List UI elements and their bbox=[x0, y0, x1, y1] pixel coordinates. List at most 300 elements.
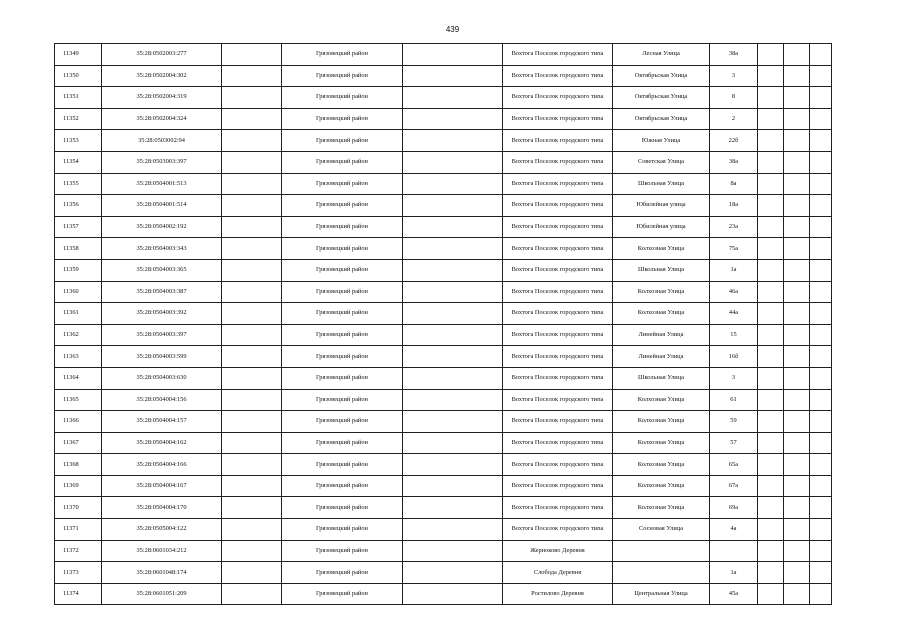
settlement-cell: Вохтога Поселок городского типа bbox=[503, 259, 613, 281]
district-cell: Грязовецкий район bbox=[282, 44, 403, 66]
settlement-cell: Вохтога Поселок городского типа bbox=[503, 324, 613, 346]
cadastral-number-cell: 35:28:0504001:514 bbox=[102, 195, 222, 217]
district-cell: Грязовецкий район bbox=[282, 475, 403, 497]
street-cell bbox=[613, 540, 710, 562]
empty-cell bbox=[758, 44, 784, 66]
empty-cell bbox=[758, 454, 784, 476]
table-row bbox=[55, 65, 832, 87]
settlement-cell: Вохтога Поселок городского типа bbox=[503, 87, 613, 109]
empty-cell bbox=[810, 324, 832, 346]
table-row bbox=[55, 303, 832, 325]
cadastral-number-cell: 35:28:0504004:166 bbox=[102, 454, 222, 476]
district-cell: Грязовецкий район bbox=[282, 411, 403, 433]
empty-cell bbox=[784, 432, 810, 454]
empty-cell bbox=[403, 87, 503, 109]
row-number-cell: 11353 bbox=[55, 130, 102, 152]
empty-cell bbox=[784, 475, 810, 497]
empty-cell bbox=[758, 195, 784, 217]
empty-cell bbox=[403, 281, 503, 303]
empty-cell bbox=[758, 497, 784, 519]
district-cell: Грязовецкий район bbox=[282, 259, 403, 281]
empty-cell bbox=[784, 151, 810, 173]
empty-cell bbox=[403, 259, 503, 281]
empty-cell bbox=[222, 519, 282, 541]
empty-cell bbox=[810, 367, 832, 389]
house-number-cell: 1а bbox=[710, 562, 758, 584]
settlement-cell: Слобода Деревня bbox=[503, 562, 613, 584]
empty-cell bbox=[222, 411, 282, 433]
street-cell: Октябрьская Улица bbox=[613, 108, 710, 130]
empty-cell bbox=[222, 389, 282, 411]
street-cell: Сосновая Улица bbox=[613, 519, 710, 541]
street-cell: Колхозная Улица bbox=[613, 281, 710, 303]
district-cell: Грязовецкий район bbox=[282, 238, 403, 260]
empty-cell bbox=[810, 389, 832, 411]
table-row bbox=[55, 259, 832, 281]
cadastral-number-cell: 35:28:0504003:599 bbox=[102, 346, 222, 368]
empty-cell bbox=[222, 367, 282, 389]
empty-cell bbox=[758, 108, 784, 130]
table-row bbox=[55, 108, 832, 130]
settlement-cell: Ростилово Деревня bbox=[503, 583, 613, 605]
street-cell: Колхозная Улица bbox=[613, 432, 710, 454]
settlement-cell: Вохтога Поселок городского типа bbox=[503, 432, 613, 454]
cadastral-number-cell: 35:28:0504003:630 bbox=[102, 367, 222, 389]
house-number-cell: 15 bbox=[710, 324, 758, 346]
settlement-cell: Вохтога Поселок городского типа bbox=[503, 216, 613, 238]
empty-cell bbox=[403, 519, 503, 541]
district-cell: Грязовецкий район bbox=[282, 108, 403, 130]
cadastral-number-cell: 35:28:0503003:397 bbox=[102, 151, 222, 173]
house-number-cell: 3 bbox=[710, 65, 758, 87]
empty-cell bbox=[758, 87, 784, 109]
empty-cell bbox=[784, 65, 810, 87]
row-number-cell: 11358 bbox=[55, 238, 102, 260]
table-row bbox=[55, 454, 832, 476]
cadastral-number-cell: 35:28:0504004:167 bbox=[102, 475, 222, 497]
empty-cell bbox=[758, 238, 784, 260]
row-number-cell: 11370 bbox=[55, 497, 102, 519]
empty-cell bbox=[222, 583, 282, 605]
street-cell: Советская Улица bbox=[613, 151, 710, 173]
table-row bbox=[55, 281, 832, 303]
row-number-cell: 11356 bbox=[55, 195, 102, 217]
row-number-cell: 11374 bbox=[55, 583, 102, 605]
empty-cell bbox=[758, 583, 784, 605]
cadastral-number-cell: 35:28:0504004:157 bbox=[102, 411, 222, 433]
registry-body bbox=[55, 44, 832, 605]
empty-cell bbox=[758, 346, 784, 368]
settlement-cell: Вохтога Поселок городского типа bbox=[503, 389, 613, 411]
table-row bbox=[55, 583, 832, 605]
cadastral-number-cell: 35:28:0504003:387 bbox=[102, 281, 222, 303]
empty-cell bbox=[403, 151, 503, 173]
district-cell: Грязовецкий район bbox=[282, 87, 403, 109]
district-cell: Грязовецкий район bbox=[282, 432, 403, 454]
empty-cell bbox=[403, 195, 503, 217]
empty-cell bbox=[758, 130, 784, 152]
empty-cell bbox=[403, 389, 503, 411]
table-row bbox=[55, 238, 832, 260]
empty-cell bbox=[810, 108, 832, 130]
empty-cell bbox=[784, 583, 810, 605]
street-cell: Колхозная Улица bbox=[613, 454, 710, 476]
empty-cell bbox=[403, 367, 503, 389]
empty-cell bbox=[784, 108, 810, 130]
empty-cell bbox=[810, 281, 832, 303]
cadastral-number-cell: 35:28:0504003:343 bbox=[102, 238, 222, 260]
house-number-cell: 3 bbox=[710, 367, 758, 389]
street-cell: Колхозная Улица bbox=[613, 497, 710, 519]
empty-cell bbox=[784, 173, 810, 195]
empty-cell bbox=[810, 519, 832, 541]
empty-cell bbox=[810, 497, 832, 519]
house-number-cell: 18а bbox=[710, 195, 758, 217]
empty-cell bbox=[222, 108, 282, 130]
street-cell: Юбилейная улица bbox=[613, 195, 710, 217]
row-number-cell: 11373 bbox=[55, 562, 102, 584]
cadastral-number-cell: 35:28:0504003:392 bbox=[102, 303, 222, 325]
empty-cell bbox=[810, 173, 832, 195]
empty-cell bbox=[758, 303, 784, 325]
empty-cell bbox=[222, 65, 282, 87]
cadastral-number-cell: 35:28:0502004:302 bbox=[102, 65, 222, 87]
district-cell: Грязовецкий район bbox=[282, 65, 403, 87]
empty-cell bbox=[758, 389, 784, 411]
settlement-cell: Вохтога Поселок городского типа bbox=[503, 195, 613, 217]
row-number-cell: 11352 bbox=[55, 108, 102, 130]
empty-cell bbox=[222, 324, 282, 346]
empty-cell bbox=[810, 238, 832, 260]
empty-cell bbox=[222, 195, 282, 217]
cadastral-number-cell: 35:28:0503002:94 bbox=[102, 130, 222, 152]
registry-table bbox=[54, 43, 832, 605]
cadastral-number-cell: 35:28:0504001:513 bbox=[102, 173, 222, 195]
table-row bbox=[55, 411, 832, 433]
cadastral-number-cell: 35:28:0504003:397 bbox=[102, 324, 222, 346]
empty-cell bbox=[758, 432, 784, 454]
empty-cell bbox=[403, 44, 503, 66]
empty-cell bbox=[758, 324, 784, 346]
empty-cell bbox=[222, 281, 282, 303]
cadastral-number-cell: 35:28:0504003:365 bbox=[102, 259, 222, 281]
empty-cell bbox=[758, 173, 784, 195]
cadastral-number-cell: 35:28:0601034:212 bbox=[102, 540, 222, 562]
house-number-cell: 57 bbox=[710, 432, 758, 454]
cadastral-number-cell: 35:28:0505004:122 bbox=[102, 519, 222, 541]
table-row bbox=[55, 562, 832, 584]
house-number-cell: 38а bbox=[710, 151, 758, 173]
settlement-cell: Вохтога Поселок городского типа bbox=[503, 475, 613, 497]
house-number-cell: 59 bbox=[710, 411, 758, 433]
empty-cell bbox=[403, 497, 503, 519]
settlement-cell: Вохтога Поселок городского типа bbox=[503, 411, 613, 433]
empty-cell bbox=[784, 281, 810, 303]
empty-cell bbox=[222, 562, 282, 584]
cadastral-number-cell: 35:28:0601048:174 bbox=[102, 562, 222, 584]
empty-cell bbox=[784, 303, 810, 325]
cadastral-number-cell: 35:28:0502004:324 bbox=[102, 108, 222, 130]
empty-cell bbox=[784, 259, 810, 281]
empty-cell bbox=[222, 130, 282, 152]
cadastral-number-cell: 35:28:0502003:277 bbox=[102, 44, 222, 66]
table-row bbox=[55, 173, 832, 195]
empty-cell bbox=[810, 540, 832, 562]
empty-cell bbox=[758, 65, 784, 87]
settlement-cell: Вохтога Поселок городского типа bbox=[503, 367, 613, 389]
cadastral-number-cell: 35:28:0504002:192 bbox=[102, 216, 222, 238]
district-cell: Грязовецкий район bbox=[282, 389, 403, 411]
empty-cell bbox=[810, 346, 832, 368]
empty-cell bbox=[758, 562, 784, 584]
street-cell: Колхозная Улица bbox=[613, 238, 710, 260]
empty-cell bbox=[222, 173, 282, 195]
settlement-cell: Вохтога Поселок городского типа bbox=[503, 130, 613, 152]
street-cell: Школьная Улица bbox=[613, 259, 710, 281]
empty-cell bbox=[403, 583, 503, 605]
empty-cell bbox=[758, 411, 784, 433]
district-cell: Грязовецкий район bbox=[282, 281, 403, 303]
empty-cell bbox=[758, 540, 784, 562]
empty-cell bbox=[810, 44, 832, 66]
empty-cell bbox=[810, 259, 832, 281]
cadastral-number-cell: 35:28:0504004:170 bbox=[102, 497, 222, 519]
house-number-cell: 45а bbox=[710, 583, 758, 605]
empty-cell bbox=[758, 519, 784, 541]
house-number-cell: 8а bbox=[710, 173, 758, 195]
cadastral-number-cell: 35:28:0504004:162 bbox=[102, 432, 222, 454]
district-cell: Грязовецкий район bbox=[282, 173, 403, 195]
table-row bbox=[55, 432, 832, 454]
settlement-cell: Вохтога Поселок городского типа bbox=[503, 281, 613, 303]
district-cell: Грязовецкий район bbox=[282, 583, 403, 605]
empty-cell bbox=[810, 151, 832, 173]
empty-cell bbox=[403, 475, 503, 497]
row-number-cell: 11367 bbox=[55, 432, 102, 454]
row-number-cell: 11360 bbox=[55, 281, 102, 303]
empty-cell bbox=[784, 562, 810, 584]
settlement-cell: Жерноково Деревня bbox=[503, 540, 613, 562]
empty-cell bbox=[222, 497, 282, 519]
empty-cell bbox=[810, 130, 832, 152]
empty-cell bbox=[222, 346, 282, 368]
row-number-cell: 11365 bbox=[55, 389, 102, 411]
empty-cell bbox=[758, 259, 784, 281]
table-row bbox=[55, 195, 832, 217]
settlement-cell: Вохтога Поселок городского типа bbox=[503, 303, 613, 325]
table-row bbox=[55, 151, 832, 173]
page-number: 439 bbox=[445, 25, 460, 34]
row-number-cell: 11362 bbox=[55, 324, 102, 346]
cadastral-number-cell: 35:28:0504004:156 bbox=[102, 389, 222, 411]
empty-cell bbox=[784, 411, 810, 433]
empty-cell bbox=[403, 411, 503, 433]
house-number-cell: 16б bbox=[710, 346, 758, 368]
empty-cell bbox=[784, 389, 810, 411]
street-cell: Школьная Улица bbox=[613, 173, 710, 195]
district-cell: Грязовецкий район bbox=[282, 130, 403, 152]
empty-cell bbox=[403, 562, 503, 584]
empty-cell bbox=[758, 475, 784, 497]
district-cell: Грязовецкий район bbox=[282, 497, 403, 519]
row-number-cell: 11350 bbox=[55, 65, 102, 87]
row-number-cell: 11366 bbox=[55, 411, 102, 433]
street-cell: Октябрьская Улица bbox=[613, 65, 710, 87]
district-cell: Грязовецкий район bbox=[282, 346, 403, 368]
table-row bbox=[55, 130, 832, 152]
empty-cell bbox=[758, 151, 784, 173]
table-row bbox=[55, 497, 832, 519]
street-cell: Линейная Улица bbox=[613, 324, 710, 346]
empty-cell bbox=[403, 346, 503, 368]
empty-cell bbox=[222, 238, 282, 260]
empty-cell bbox=[810, 411, 832, 433]
district-cell: Грязовецкий район bbox=[282, 540, 403, 562]
house-number-cell: 69а bbox=[710, 497, 758, 519]
street-cell: Колхозная Улица bbox=[613, 389, 710, 411]
district-cell: Грязовецкий район bbox=[282, 216, 403, 238]
empty-cell bbox=[222, 475, 282, 497]
table-row bbox=[55, 44, 832, 66]
empty-cell bbox=[784, 454, 810, 476]
empty-cell bbox=[403, 324, 503, 346]
table-row bbox=[55, 216, 832, 238]
empty-cell bbox=[222, 44, 282, 66]
empty-cell bbox=[810, 65, 832, 87]
house-number-cell: 44а bbox=[710, 303, 758, 325]
house-number-cell: 22б bbox=[710, 130, 758, 152]
row-number-cell: 11361 bbox=[55, 303, 102, 325]
house-number-cell: 38а bbox=[710, 44, 758, 66]
empty-cell bbox=[810, 216, 832, 238]
empty-cell bbox=[222, 303, 282, 325]
street-cell: Юбилейная улица bbox=[613, 216, 710, 238]
empty-cell bbox=[222, 432, 282, 454]
row-number-cell: 11368 bbox=[55, 454, 102, 476]
settlement-cell: Вохтога Поселок городского типа bbox=[503, 173, 613, 195]
empty-cell bbox=[810, 432, 832, 454]
table-row bbox=[55, 519, 832, 541]
table-row bbox=[55, 389, 832, 411]
empty-cell bbox=[784, 216, 810, 238]
house-number-cell: 1а bbox=[710, 259, 758, 281]
empty-cell bbox=[403, 454, 503, 476]
settlement-cell: Вохтога Поселок городского типа bbox=[503, 151, 613, 173]
row-number-cell: 11359 bbox=[55, 259, 102, 281]
district-cell: Грязовецкий район bbox=[282, 303, 403, 325]
settlement-cell: Вохтога Поселок городского типа bbox=[503, 497, 613, 519]
district-cell: Грязовецкий район bbox=[282, 519, 403, 541]
empty-cell bbox=[784, 44, 810, 66]
row-number-cell: 11351 bbox=[55, 87, 102, 109]
empty-cell bbox=[758, 216, 784, 238]
settlement-cell: Вохтога Поселок городского типа bbox=[503, 108, 613, 130]
empty-cell bbox=[784, 346, 810, 368]
district-cell: Грязовецкий район bbox=[282, 562, 403, 584]
empty-cell bbox=[784, 87, 810, 109]
settlement-cell: Вохтога Поселок городского типа bbox=[503, 65, 613, 87]
empty-cell bbox=[810, 87, 832, 109]
street-cell: Колхозная Улица bbox=[613, 411, 710, 433]
empty-cell bbox=[784, 367, 810, 389]
empty-cell bbox=[810, 195, 832, 217]
empty-cell bbox=[403, 173, 503, 195]
empty-cell bbox=[403, 303, 503, 325]
empty-cell bbox=[222, 259, 282, 281]
house-number-cell: 61 bbox=[710, 389, 758, 411]
house-number-cell: 67а bbox=[710, 475, 758, 497]
row-number-cell: 11349 bbox=[55, 44, 102, 66]
empty-cell bbox=[784, 540, 810, 562]
row-number-cell: 11355 bbox=[55, 173, 102, 195]
empty-cell bbox=[810, 454, 832, 476]
empty-cell bbox=[222, 216, 282, 238]
empty-cell bbox=[758, 367, 784, 389]
empty-cell bbox=[784, 324, 810, 346]
street-cell: Школьная Улица bbox=[613, 367, 710, 389]
street-cell: Колхозная Улица bbox=[613, 303, 710, 325]
row-number-cell: 11369 bbox=[55, 475, 102, 497]
house-number-cell: 23а bbox=[710, 216, 758, 238]
street-cell bbox=[613, 562, 710, 584]
house-number-cell: 4а bbox=[710, 519, 758, 541]
district-cell: Грязовецкий район bbox=[282, 367, 403, 389]
street-cell: Октябрьская Улица bbox=[613, 87, 710, 109]
empty-cell bbox=[810, 583, 832, 605]
empty-cell bbox=[403, 432, 503, 454]
cadastral-number-cell: 35:28:0502004:319 bbox=[102, 87, 222, 109]
empty-cell bbox=[784, 130, 810, 152]
settlement-cell: Вохтога Поселок городского типа bbox=[503, 519, 613, 541]
district-cell: Грязовецкий район bbox=[282, 151, 403, 173]
row-number-cell: 11363 bbox=[55, 346, 102, 368]
row-number-cell: 11371 bbox=[55, 519, 102, 541]
table-row bbox=[55, 346, 832, 368]
row-number-cell: 11364 bbox=[55, 367, 102, 389]
settlement-cell: Вохтога Поселок городского типа bbox=[503, 44, 613, 66]
empty-cell bbox=[222, 151, 282, 173]
district-cell: Грязовецкий район bbox=[282, 324, 403, 346]
settlement-cell: Вохтога Поселок городского типа bbox=[503, 238, 613, 260]
table-row bbox=[55, 540, 832, 562]
empty-cell bbox=[222, 540, 282, 562]
street-cell: Линейная Улица bbox=[613, 346, 710, 368]
table-row bbox=[55, 367, 832, 389]
street-cell: Колхозная Улица bbox=[613, 475, 710, 497]
street-cell: Центральная Улица bbox=[613, 583, 710, 605]
empty-cell bbox=[403, 540, 503, 562]
empty-cell bbox=[403, 130, 503, 152]
house-number-cell bbox=[710, 540, 758, 562]
house-number-cell: 75а bbox=[710, 238, 758, 260]
house-number-cell: 65а bbox=[710, 454, 758, 476]
house-number-cell: 46а bbox=[710, 281, 758, 303]
empty-cell bbox=[784, 195, 810, 217]
street-cell: Южная Улица bbox=[613, 130, 710, 152]
house-number-cell: 2 bbox=[710, 108, 758, 130]
empty-cell bbox=[403, 65, 503, 87]
empty-cell bbox=[222, 454, 282, 476]
empty-cell bbox=[403, 108, 503, 130]
house-number-cell: 8 bbox=[710, 87, 758, 109]
row-number-cell: 11354 bbox=[55, 151, 102, 173]
empty-cell bbox=[784, 497, 810, 519]
empty-cell bbox=[784, 519, 810, 541]
table-row bbox=[55, 87, 832, 109]
table-row bbox=[55, 324, 832, 346]
empty-cell bbox=[403, 238, 503, 260]
row-number-cell: 11372 bbox=[55, 540, 102, 562]
